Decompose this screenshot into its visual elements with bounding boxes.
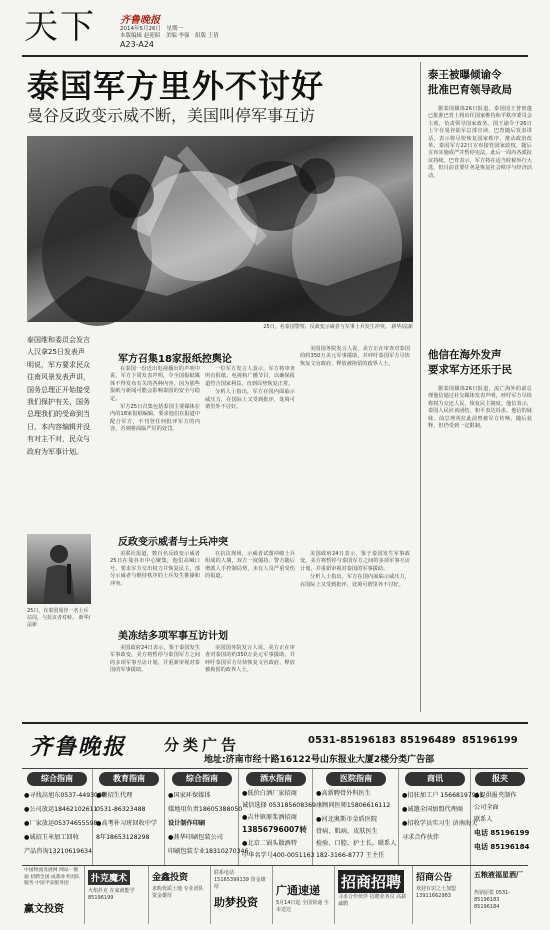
page-range: A23-A24 bbox=[120, 40, 155, 49]
ad-phone-1: 0531-85196183 bbox=[308, 735, 396, 746]
classified-grid bbox=[22, 768, 528, 866]
article-paragraph: 一位军方发言人表示，军方将审查所有报纸、电视和广播节目，以确保报道符合国家利益，直到局势恢复正常。 bbox=[205, 366, 295, 387]
bottom-ad-text: 火焰扑克 在家就能学 85196199 bbox=[88, 888, 135, 901]
classified-line: 0531-86323488 bbox=[96, 806, 146, 813]
paper-logo: 齐鲁晚报 bbox=[120, 15, 160, 26]
soldier-caption: 25日，在泰国曼谷一名士兵站岗，与抗议者对峙。 新华/法新 bbox=[27, 608, 91, 628]
classified-line: ●燕华印刷包装公司 bbox=[168, 834, 223, 841]
classified-line: 13856796007转 bbox=[242, 825, 307, 834]
article-paragraph: 在抗议现场，示威者试图冲破士兵组成的人墙，双方一度僵持。警方随后增派人手控制局势，未有人员严重受伤的报道。 bbox=[205, 551, 295, 580]
subhead-3: 美冻结多项军事互访计划 bbox=[118, 631, 228, 642]
classified-line: 诚信选择 053185608369 bbox=[242, 802, 316, 809]
bottom-ad-text: 求购优质土地 专业团队 资金雄厚 bbox=[152, 886, 204, 899]
article-paragraph: 美国政府24日表示，鉴于泰国发生军事政变，美方将暂停与泰国军方之间的多项军事互访计划，并重新审视对泰国的军事援助。 bbox=[110, 645, 200, 674]
article-col-1 bbox=[110, 366, 200, 536]
bottom-ad bbox=[336, 866, 413, 924]
classified-line: ●公司放运18462102611 bbox=[24, 806, 98, 813]
main-headline: 泰国军方里外不讨好 bbox=[27, 67, 325, 105]
bottom-ad bbox=[274, 866, 335, 924]
classified-line: ●寻找高旭东0537-4493008 bbox=[24, 792, 106, 799]
bottom-ad-text: 欢迎有识之士加盟 13911662983 bbox=[416, 886, 457, 899]
article-paragraph: 据泰国媒体26日报道，流亡海外的前总理他信通过社交媒体发表声明，呼吁军方尽快将权力交还人民，恢复民主制度。他信表示，泰国人民应该团结，和平表达诉求。他信的妹妹、前总理英拉此前曾被军方传唤，随后获释，但仍受到一定限制。 bbox=[428, 386, 532, 430]
classified-title: 综合指南 bbox=[172, 772, 232, 786]
classified-line: 产品咨询13210619634 bbox=[24, 848, 93, 855]
classified-title: 报夹 bbox=[475, 772, 525, 786]
bottom-ad-text: 热销原浆 0531-85196183 85196184 bbox=[474, 890, 511, 910]
bottom-ad-title: 五粮液福星酒厂 bbox=[474, 871, 523, 879]
bottom-ad bbox=[150, 866, 211, 924]
classified-line: ●诚招玉米加工回收 bbox=[24, 834, 79, 841]
ad-address: 地址:济南市经十路16122号山东报业大厦2楼分类广告部 bbox=[204, 755, 435, 765]
photo-illustration bbox=[27, 136, 413, 322]
classified-line: 媒地用负责18605388050 bbox=[168, 806, 243, 813]
classified-title: 商讯 bbox=[405, 772, 465, 786]
classified-line: 中华名学号400-0051163 bbox=[242, 852, 315, 859]
article-paragraph: 美国政府24日表示，鉴于泰国发生军事政变，美方将暂停与泰国军方之间的多项军事互访计划，并重新审视对泰国的军事援助。 bbox=[300, 551, 410, 572]
protest-photo bbox=[27, 136, 413, 322]
bottom-ad bbox=[414, 866, 471, 924]
classified-col bbox=[94, 769, 165, 865]
article-col-4 bbox=[110, 551, 200, 621]
classified-title: 教育指南 bbox=[99, 772, 159, 786]
classified-line: ●吉井镇原浆酒招商 bbox=[242, 814, 297, 821]
classified-line: 电话 85196184 bbox=[474, 843, 530, 851]
classified-line: 寻求合作伙伴 bbox=[402, 834, 440, 841]
bottom-ad-title: 招商公告 bbox=[416, 873, 453, 883]
classified-line: 检验、口腔、护士长。联系人 bbox=[316, 840, 397, 847]
ad-band-top-rule bbox=[22, 722, 528, 724]
classified-line: ●河北奥斯市金盾医院 bbox=[316, 816, 378, 823]
classified-line: ●聘招生代理 bbox=[96, 792, 133, 799]
bottom-ad bbox=[212, 866, 273, 924]
classified-col bbox=[166, 769, 249, 865]
classified-line: 设计制作印刷 bbox=[168, 820, 206, 827]
ad-label: 分类广告 bbox=[164, 736, 241, 754]
classified-line: ●招驻加工户 15668197911 bbox=[402, 792, 484, 799]
classified-col bbox=[314, 769, 399, 865]
classified-line: ●诚邀全国加盟代理商 bbox=[402, 806, 464, 813]
bottom-ad-title: 助梦投资 bbox=[214, 896, 258, 909]
bottom-ad-text: 5月14日起 全国快递 全市送达 bbox=[276, 900, 329, 913]
classified-line: 公司全面 bbox=[474, 804, 499, 811]
article-col-6 bbox=[300, 551, 410, 716]
section-title: 天下 bbox=[24, 7, 96, 47]
right-story-2-body bbox=[428, 386, 532, 712]
subhead-1: 军方召集18家报纸控舆论 bbox=[118, 354, 232, 365]
date-line: 2014年5月26日 星期一 bbox=[120, 26, 183, 32]
bottom-ad-text: 寻求合作伙伴 招聘业务员 高薪诚聘 bbox=[338, 894, 407, 907]
subhead-2: 反政变示威者与士兵冲突 bbox=[118, 537, 228, 548]
article-paragraph: 美国国务院发言人说，美方正在审查对泰国的约350万美元军事援助，并呼吁泰国军方尽快恢复文官政府、释放被拘留的政界人士。 bbox=[205, 645, 295, 674]
classified-line: 康顾问医师15806616112 bbox=[316, 802, 391, 809]
bottom-ad-title: 金鑫投资 bbox=[152, 873, 189, 883]
classified-line: ●高新聘骨外科医生 bbox=[316, 790, 371, 797]
article-col-7 bbox=[110, 645, 200, 717]
classified-line: ●北京二锅头散酒特 bbox=[242, 840, 297, 847]
classified-line: ●高考补习班回收中学 bbox=[96, 820, 158, 827]
bottom-ads bbox=[22, 866, 528, 924]
bottom-ad bbox=[22, 866, 85, 924]
bottom-ad-text: 联系电话 15165399139 资金雄厚 bbox=[214, 870, 266, 890]
article-paragraph: 分析人士指出，军方在国内面临示威压力，在国际上又受到批评，处境可谓里外不讨好。 bbox=[205, 389, 295, 411]
article-paragraph: 军方25日召集包括泰国主要媒体在内的18家报纸编辑，要求他们在报道中配合军方，不刊登任何批评军方的内容，否则将面临严厉的处罚。 bbox=[110, 404, 200, 433]
ad-phone-3: 85196199 bbox=[462, 735, 518, 746]
classified-line: 印刷包装专业18310270346 bbox=[168, 848, 249, 855]
bottom-ad bbox=[86, 866, 149, 924]
classified-title: 医院指南 bbox=[326, 772, 386, 786]
editor-line: 本版编辑 赵迎昭 美编 李强 组版 王倩 bbox=[120, 33, 219, 39]
masthead-rule bbox=[22, 55, 528, 57]
classified-line: ●招收学员实习生 济南海关 bbox=[402, 820, 478, 827]
article-paragraph: 据泰国媒体26日报道，泰国国王普密蓬已批准巴育上将出任国家维持和平秩序委员会主席，负责领导国家政务。国王谕令于26日上午在曼谷陆军总部宣读，巴育随后发表讲话，表示将尽快恢复国家秩序，推动政治改革。泰国军方22日宣布接管国家政权，随后宣布实施戒严并暂停宪法，此后一周内各派抗议持续。巴育表示，军方将在适当时候举行大选，但目前首要任务是恢复社会秩序与经济活动。 bbox=[428, 106, 532, 179]
classified-title: 综合指南 bbox=[27, 772, 87, 786]
ad-phone-2: 85196489 bbox=[400, 735, 456, 746]
side-caption: 泰国维和委员会发言人汉拿25日发表声明说，军方要求民众往南风景发表声讲，国务总理正开始接受我们保护有关，国务总理我们的受命到当日，本内容编辑并没有对主不对，民众与政府为军事计划。 bbox=[27, 336, 90, 456]
bottom-ad-title: 赢文投资 bbox=[24, 904, 64, 915]
right-col-rule bbox=[420, 62, 421, 712]
bottom-ad-title: 招商招聘 bbox=[338, 870, 404, 893]
article-paragraph: 美国国务院发言人说，美方正在审查对泰国的约350万美元军事援助，并呼吁泰国军方尽快恢复文官政府、释放被拘留的政界人士。 bbox=[300, 346, 410, 367]
classified-title: 酒水指南 bbox=[246, 772, 306, 786]
classified-line: 8年18653128298 bbox=[96, 834, 150, 841]
soldier-photo bbox=[27, 534, 91, 604]
classified-line: 骨病、肌病、皮肤医生 bbox=[316, 828, 378, 835]
classified-line: ●提供报夹制作 bbox=[474, 792, 517, 799]
article-col-5 bbox=[205, 551, 295, 621]
classified-col bbox=[472, 769, 528, 865]
bottom-ad-title: 广通速递 bbox=[276, 884, 320, 897]
ad-logo: 齐鲁晚报 bbox=[30, 734, 127, 760]
bottom-ad-text: 中国物流发展网 网站一键通 招聘全国 成都业务团队服务 中国平安服务团 bbox=[24, 868, 80, 886]
classified-line: ●厂家放运05374655598 bbox=[24, 820, 98, 827]
photo-caption: 25日，名泰国警察、反政变示威者与军事士兵发生冲突。 新华/法新 bbox=[263, 324, 413, 330]
classified-line: 182-3166-8777 王主任 bbox=[316, 852, 385, 859]
article-paragraph: 在泰国一份近出电视播出的声明中说，军方下周发表声明，令全国报纸媒体不得发布有关的各种内容，因为那些报纸与新闻可能会影响泰国的安全与稳定。 bbox=[110, 366, 200, 402]
classified-line: ●低价白酒厂家招商 bbox=[242, 790, 297, 797]
classified-col bbox=[240, 769, 316, 865]
classified-line: ●国家环保媒体 bbox=[168, 792, 211, 799]
main-subheadline: 曼谷反政变示威不断，美国叫停军事互访 bbox=[27, 106, 316, 125]
bottom-ad bbox=[472, 866, 528, 924]
right-story-2-title: 他信在海外发声 要求军方还乐于民 bbox=[428, 349, 512, 376]
ad-band bbox=[22, 726, 528, 766]
article-col-2 bbox=[205, 366, 295, 536]
right-story-1-body bbox=[428, 106, 532, 344]
article-paragraph: 美联社报道，数百名反政变示威者25日在曼谷市中心聚集，他们高喊口号，要求军方交出权力并恢复民主，部分示威者与维持秩序的士兵发生推搡和冲突。 bbox=[110, 551, 200, 587]
right-story-1-title: 泰王被曝倾谕令 批准巴育领导政局 bbox=[428, 69, 512, 96]
article-col-3 bbox=[300, 346, 410, 476]
article-col-8 bbox=[205, 645, 295, 717]
classified-line: 电话 85196199 bbox=[474, 829, 530, 837]
article-paragraph: 分析人士指出，军方在国内面临示威压力，在国际上又受到批评，处境可谓里外不讨好。 bbox=[300, 574, 410, 588]
soldier-illustration bbox=[27, 534, 91, 604]
classified-line: 联系人 bbox=[474, 816, 493, 823]
bottom-ad-title: 扑克魔术 bbox=[88, 870, 130, 885]
classified-col bbox=[22, 769, 106, 865]
